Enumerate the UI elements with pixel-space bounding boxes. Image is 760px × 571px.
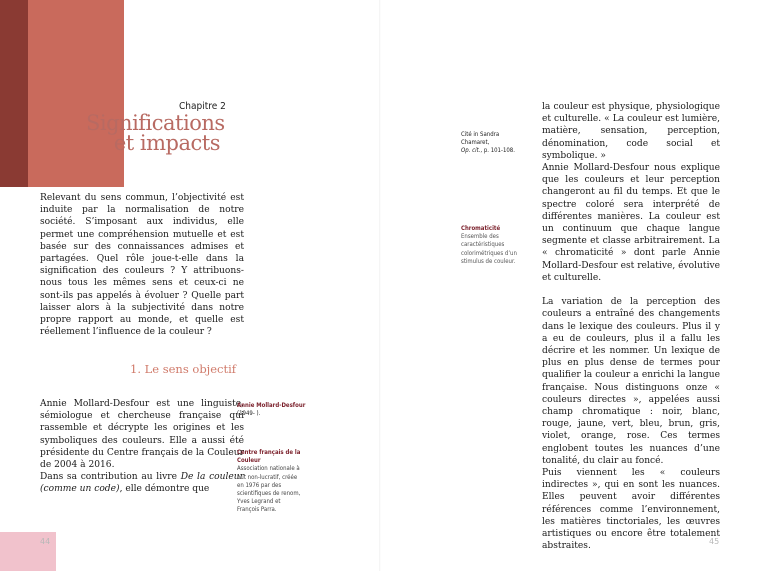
intro-paragraph xyxy=(40,192,244,338)
side-note-chrom-title: Chromaticité xyxy=(461,225,501,232)
right-para-1: la couleur est physique, physiologique et culturelle. « La couleur est lumière, matière, sensation, perception, dénomination, code social et symbolique. » xyxy=(542,102,720,161)
chapter-label: Chapitre 2 xyxy=(179,101,226,112)
side-note-centre-desc: Association nationale à but non-lucratif, créée en 1976 par des scientifiques de renom, Yves Legrand et François Parra. xyxy=(237,465,301,514)
annie-paragraph xyxy=(40,398,244,496)
side-note-chrom-desc: Ensemble des caractéristiques colorimétriques d’un stimulus de couleur. xyxy=(461,233,517,265)
right-para-4: Puis viennent les « couleurs indirectes », qui en sont les nuances. Elles peuvent avoir différentes références comme l’environnement, les matières tinctoriales, les œuvres artistiques ou encore être totalement abstraites. xyxy=(542,468,720,552)
chapter-title xyxy=(86,111,225,155)
citation-op-cit: Op. cit. xyxy=(461,147,481,155)
citation-line2 xyxy=(461,147,527,155)
contribution-text xyxy=(40,471,244,495)
section-heading: 1. Le sens objectif xyxy=(130,362,237,376)
decorative-dark-strip xyxy=(0,0,28,187)
annie-text: Annie Mollard-Desfour est une linguiste, sémiologue et chercheuse française qui rassemble et décrypte les origines et les symboliques des couleurs. Elle a aussi été présidente du Centre français de la Couleur de 2004 à 2016. xyxy=(40,399,244,471)
chapter-title-line1: Significations xyxy=(86,111,225,135)
paragraph-gap xyxy=(542,284,720,296)
side-note-citation xyxy=(461,131,527,156)
side-note-annie-dates: (1949- ). xyxy=(237,410,261,418)
side-note-centre xyxy=(237,449,301,515)
right-page-text xyxy=(542,101,720,553)
page-number-right: 45 xyxy=(709,537,720,546)
citation-pages: , p. 101-108. xyxy=(480,147,515,155)
right-para-2: Annie Mollard-Desfour nous explique que les couleurs et leur perception changeront au fil du temps. Et que le spectre coloré sera interprété de différentes manières. La couleur est un continuum que chaque langue segmente et classe arbitrairement. La « chromaticité » dont parle Annie Mollard-Desfour est relative, évolutive et culturelle. xyxy=(542,163,720,283)
contribution-book-title: De la couleur (comme un code) xyxy=(40,472,245,495)
side-note-annie-title: Annie Mollard-Desfour xyxy=(237,402,306,409)
chapter-title-line2: et impacts xyxy=(113,131,220,155)
decorative-red-block xyxy=(28,0,124,187)
side-note-annie xyxy=(237,402,315,418)
contribution-end: , elle démontre que xyxy=(119,484,210,495)
contribution-start: Dans sa contribution au livre xyxy=(40,472,181,483)
side-note-chromaticite xyxy=(461,225,527,266)
page-gutter xyxy=(379,0,381,571)
side-note-centre-title: Centre français de la Couleur xyxy=(237,449,301,465)
intro-text: Relevant du sens commun, l’objectivité est induite par la normalisation de notre société. S’imposant aux individus, elle permet une compréhension mutuelle et est basée sur des connaissances admises et partagées. Quel rôle joue-t-elle dans la signification des couleurs ? Y attribuons-nous tous les mêmes sens et ceux-ci ne sont-ils pas appelés à évoluer ? Quelle part laisser alors à la subjectivité dans notre propre rapport au monde, et quelle est réellement l’influence de la couleur ? xyxy=(40,193,244,338)
page-number-left: 44 xyxy=(40,537,51,546)
right-para-3: La variation de la perception des couleurs a entraîné des changements dans le lexique des couleurs. Plus il y a eu de couleurs, plus il a fallu les décrire et les nommer. Un lexique de plus en plus dense de termes pour qualifier la couleur a enrichi la langue française. Nous distinguons onze « couleurs directes », appelées aussi champ chromatique : noir, blanc, rouge, jaune, vert, bleu, brun, gris, violet, orange, rose. Ces termes englobent toutes les nuances d’une tonalité, du clair au foncé. xyxy=(542,297,720,466)
citation-line1: Cité in Sandra Chamaret, xyxy=(461,131,500,147)
